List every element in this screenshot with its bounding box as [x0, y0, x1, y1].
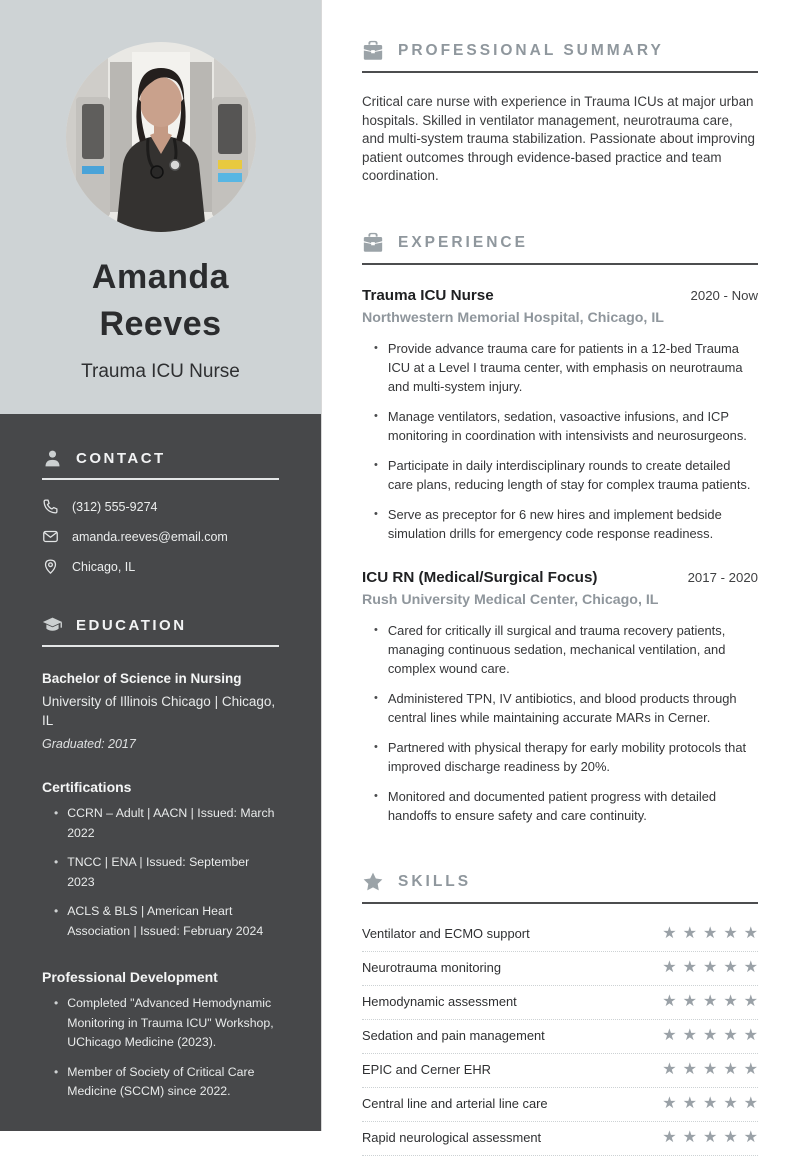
- skill-name: Neurotrauma monitoring: [362, 960, 501, 975]
- certification-text: TNCC | ENA | Issued: September 2023: [67, 855, 250, 889]
- nurse-photo-illustration: [66, 42, 256, 232]
- sidebar-content: [0, 448, 321, 1142]
- graduation-year: Graduated: 2017: [42, 737, 136, 751]
- skill-rating-stars: ★★★★★: [662, 958, 764, 976]
- skill-row: [362, 918, 764, 952]
- job-company: Rush University Medical Center, Chicago, IL: [362, 591, 659, 608]
- bullet-marker: •: [374, 409, 378, 422]
- location-pin-icon: [42, 558, 59, 575]
- main-column: [322, 0, 800, 1146]
- certification-item: [42, 804, 279, 843]
- job-dates: 2020 - Now: [690, 287, 758, 303]
- summary-divider: [362, 71, 758, 73]
- job-header: [362, 569, 758, 586]
- job-entry: [362, 569, 758, 825]
- summary-section: [362, 40, 758, 186]
- development-item: [42, 1063, 279, 1102]
- person-name: [92, 254, 229, 348]
- job-bullet: [362, 505, 758, 543]
- briefcase-icon: [362, 40, 384, 62]
- job-bullet: [362, 689, 758, 727]
- skills-section-header: [362, 871, 758, 893]
- summary-section-header: [362, 40, 758, 62]
- skill-row: [362, 952, 764, 986]
- bullet-marker: •: [374, 691, 378, 704]
- profile-header: [0, 0, 321, 414]
- development-list: [42, 994, 279, 1102]
- job-bullet: [362, 456, 758, 494]
- job-bullet-text: Manage ventilators, sedation, vasoactive infusions, and ICP monitoring in coordination with intensivists and neurosurgeons.: [387, 408, 747, 443]
- bullet-marker: •: [374, 341, 378, 354]
- skill-row: [362, 1054, 764, 1088]
- job-bullet-text: Monitored and documented patient progress with detailed handoffs to ensure safety and care continuity.: [387, 788, 717, 823]
- job-bullet: [362, 787, 758, 825]
- certifications-heading: Certifications: [42, 779, 132, 795]
- phone-number: (312) 555-9274: [72, 499, 158, 514]
- person-job-title: Trauma ICU Nurse: [81, 361, 240, 382]
- experience-divider: [362, 263, 758, 265]
- experience-section-header: [362, 232, 758, 254]
- bullet-marker: •: [374, 458, 378, 471]
- skills-heading: SKILLS: [398, 872, 472, 890]
- bullet-marker: •: [374, 740, 378, 753]
- skill-rating-stars: ★★★★★: [662, 1026, 764, 1044]
- certifications-list: [42, 804, 279, 941]
- job-bullet: [362, 339, 758, 396]
- contact-location: [42, 558, 279, 575]
- profile-photo: [66, 42, 256, 232]
- job-title: Trauma ICU Nurse: [362, 286, 494, 304]
- summary-heading: PROFESSIONAL SUMMARY: [398, 42, 664, 59]
- person-first-name: Amanda: [91, 258, 230, 296]
- bullet-marker: •: [374, 789, 378, 802]
- contact-list: [42, 498, 279, 575]
- job-entry: [362, 287, 758, 543]
- job-bullet-text: Serve as preceptor for 6 new hires and implement bedside simulation drills for emergency code response readiness.: [387, 506, 722, 541]
- job-title: ICU RN (Medical/Surgical Focus): [362, 568, 598, 586]
- skill-name: Central line and arterial line care: [362, 1096, 548, 1111]
- job-bullet-text: Cared for critically ill surgical and trauma recovery patients, managing continuous sedation, mechanical ventilation, and complex wound care.: [387, 622, 726, 676]
- job-bullets: [362, 621, 758, 825]
- certification-text: CCRN – Adult | AACN | Issued: March 2022: [67, 806, 275, 840]
- school-name: University of Illinois Chicago | Chicago, IL: [42, 694, 276, 728]
- skill-name: Ventilator and ECMO support: [362, 926, 530, 941]
- job-bullet: [362, 621, 758, 678]
- job-bullet-text: Partnered with physical therapy for early mobility protocols that improved discharge readiness by 20%.: [387, 739, 747, 774]
- job-bullets: [362, 339, 758, 543]
- bullet-marker: •: [54, 904, 59, 918]
- bullet-marker: •: [54, 1064, 59, 1079]
- skill-rating-stars: ★★★★★: [662, 924, 764, 942]
- skills-list: [362, 918, 764, 1156]
- job-bullet: [362, 407, 758, 445]
- sidebar: [0, 0, 322, 1131]
- graduation-cap-icon: [42, 615, 63, 636]
- skill-name: Sedation and pain management: [362, 1028, 545, 1043]
- bullet-marker: •: [54, 806, 59, 820]
- person-last-name: Reeves: [99, 305, 222, 343]
- location-text: Chicago, IL: [72, 559, 136, 574]
- experience-heading: EXPERIENCE: [398, 233, 528, 251]
- experience-section: [362, 232, 758, 825]
- education-heading: EDUCATION: [76, 617, 187, 634]
- skills-section: [362, 871, 764, 1156]
- certification-text: ACLS & BLS | American Heart Association | Issued: February 2024: [67, 904, 264, 938]
- education-section-header: [42, 615, 279, 636]
- email-icon: [42, 528, 59, 545]
- skill-rating-stars: ★★★★★: [662, 1128, 764, 1146]
- email-address: amanda.reeves@email.com: [72, 529, 228, 544]
- education-divider: [42, 645, 279, 647]
- bullet-marker: •: [54, 996, 59, 1010]
- skill-rating-stars: ★★★★★: [662, 992, 764, 1010]
- development-heading: Professional Development: [42, 969, 218, 985]
- development-item: [42, 994, 279, 1053]
- certification-item: [42, 853, 279, 892]
- contact-phone: [42, 498, 279, 515]
- job-dates: 2017 - 2020: [687, 569, 758, 585]
- job-bullet-text: Administered TPN, IV antibiotics, and blood products through central lines while maintaining accurate MARs in Cerner.: [387, 690, 737, 725]
- skill-name: Rapid neurological assessment: [362, 1130, 542, 1145]
- skill-row: [362, 986, 764, 1020]
- skills-divider: [362, 902, 758, 904]
- job-company: Northwestern Memorial Hospital, Chicago, IL: [362, 309, 664, 326]
- job-header: [362, 287, 758, 304]
- job-list: [362, 287, 758, 825]
- bullet-marker: •: [374, 623, 378, 636]
- job-bullet-text: Provide advance trauma care for patients in a 12-bed Trauma ICU at a Level I trauma center, with emphasis on neurotrauma and multi-system injury.: [387, 340, 743, 394]
- bullet-marker: •: [374, 507, 378, 520]
- job-bullet: [362, 738, 758, 776]
- skill-rating-stars: ★★★★★: [662, 1094, 764, 1112]
- development-text: Completed "Advanced Hemodynamic Monitoring in Trauma ICU" Workshop, UChicago Medicine (2023).: [67, 996, 274, 1049]
- degree-name: Bachelor of Science in Nursing: [42, 671, 242, 686]
- star-icon: [362, 871, 384, 893]
- contact-section-header: [42, 448, 279, 469]
- job-bullet-text: Participate in daily interdisciplinary rounds to create detailed care plans, reducing length of stay for complex trauma patients.: [387, 457, 751, 492]
- contact-heading: CONTACT: [76, 450, 166, 467]
- skill-name: EPIC and Cerner EHR: [362, 1062, 491, 1077]
- development-text: Member of Society of Critical Care Medicine (SCCM) since 2022.: [67, 1064, 255, 1098]
- skill-row: [362, 1088, 764, 1122]
- briefcase-icon: [362, 232, 384, 254]
- phone-icon: [42, 498, 59, 515]
- person-icon: [42, 448, 63, 469]
- contact-divider: [42, 478, 279, 480]
- skill-name: Hemodynamic assessment: [362, 994, 517, 1009]
- bullet-marker: •: [54, 855, 59, 869]
- certification-item: [42, 902, 279, 941]
- contact-email: [42, 528, 279, 545]
- summary-text: Critical care nurse with experience in Trauma ICUs at major urban hospitals. Skilled in ventilator management, neurotrauma care, and multi-system trauma stabilization. Passionate about improving patient outcomes through evidence-based practice and team coordination.: [362, 94, 755, 183]
- skill-row: [362, 1020, 764, 1054]
- skill-row: [362, 1122, 764, 1156]
- skill-rating-stars: ★★★★★: [662, 1060, 764, 1078]
